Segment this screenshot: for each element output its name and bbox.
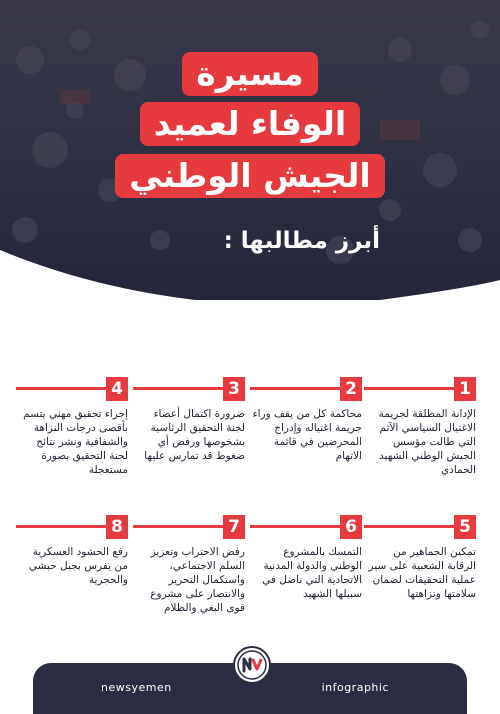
title-line-2: الوفاء لعميد — [140, 102, 360, 146]
newsyemen-logo-icon — [233, 646, 271, 684]
demand-number: 3 — [223, 377, 245, 401]
demand-item-4 — [16, 377, 128, 477]
demand-item-1 — [364, 377, 476, 477]
title-line-1: مسيرة — [182, 52, 318, 96]
demand-text: التمسك بالمشروع الوطني والدولة المدنية الاتحادية التي ناضل في سبيلها الشهيد — [262, 546, 362, 600]
demand-text: ضرورة اكتمال أعضاء لجنة التحقيق الرئاسية بشخوصها ورفض أي ضغوط قد تمارس عليها — [144, 408, 245, 462]
demand-item-8 — [16, 515, 128, 587]
title-line-3: الجيش الوطني — [115, 154, 384, 198]
demand-item-3 — [133, 377, 245, 463]
demand-text: إجراء تحقيق مهني يتسم بأقصى درجات النزاهة والشفافية ونشر نتائج لجنة التحقيق بصورة مستعجلة — [23, 408, 128, 476]
footer-type-label: infographic — [321, 681, 389, 694]
demand-number: 4 — [106, 377, 128, 401]
demand-text: رفض الاحتراب وتعزيز السلم الاجتماعي، واستكمال التحرير والانتصار على مشروع قوى البغي والظلام — [150, 546, 245, 614]
demand-text: تمكين الجماهير من الرقابة الشعبية على سير عملية التحقيقات لضمان سلامتها ونزاهتها — [368, 546, 476, 600]
demand-text: رفع الحشود العسكرية من يفرس بجبل حبشي والحجرية — [28, 546, 128, 586]
demand-number: 6 — [340, 515, 362, 539]
hero-banner — [0, 0, 500, 300]
demand-number: 2 — [340, 377, 362, 401]
subtitle: أبرز مطالبها : — [223, 228, 380, 254]
demand-item-2 — [250, 377, 362, 463]
demand-number: 7 — [223, 515, 245, 539]
crowd-background — [0, 0, 500, 300]
demand-text: محاكمة كل من يقف وراء جريمة اغتياله وإدراج المحرضين في قائمة الاتهام — [252, 408, 362, 462]
demand-number: 1 — [454, 377, 476, 401]
demand-number: 8 — [106, 515, 128, 539]
demand-item-5 — [364, 515, 476, 601]
demand-text: الإدانة المطلقة لجريمة الاغتيال السياسي الآثم التي طالت مؤسس الجيش الوطني الشهيد الحمادي — [378, 408, 476, 476]
footer-brand-label: newsyemen — [101, 681, 172, 694]
demand-item-7 — [133, 515, 245, 615]
demand-item-6 — [250, 515, 362, 601]
demand-number: 5 — [454, 515, 476, 539]
